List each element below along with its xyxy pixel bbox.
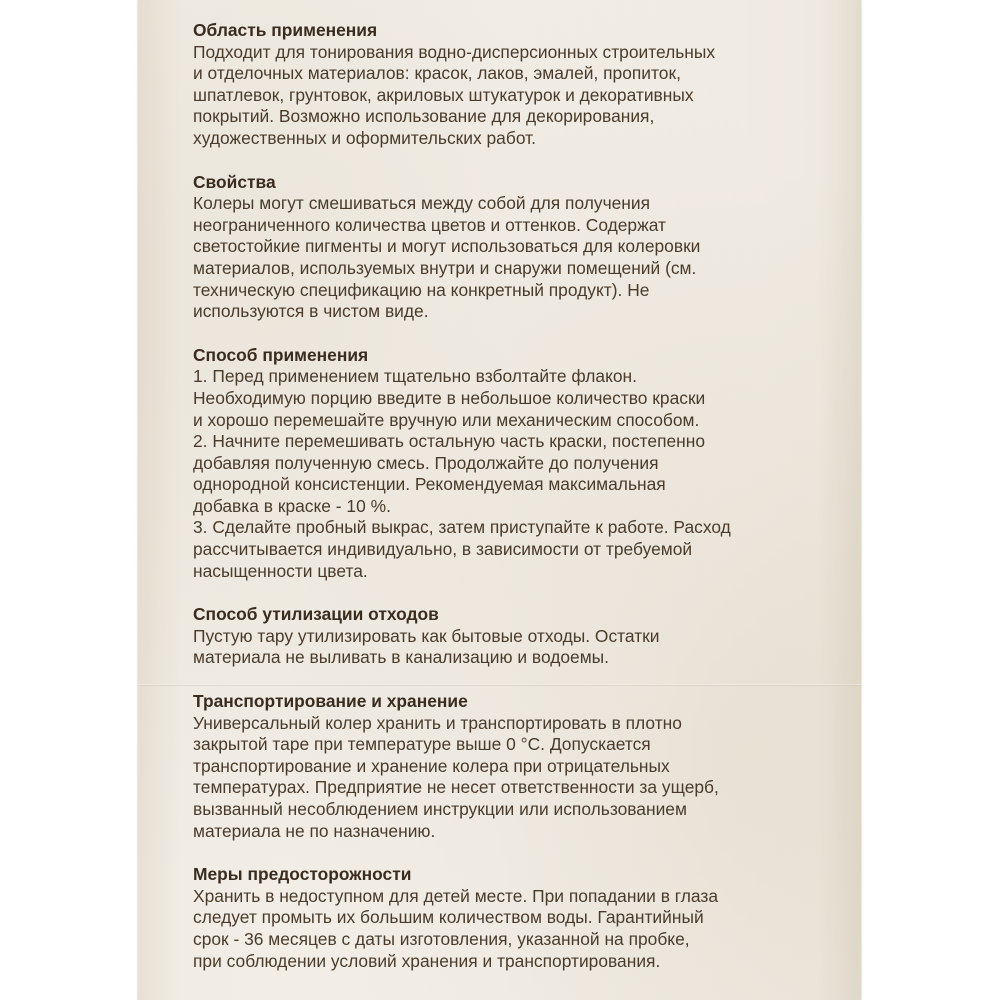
text-line: Подходит для тонирования водно-дисперсионных строительных xyxy=(193,41,716,62)
text-line: насыщенности цвета. xyxy=(193,560,368,581)
section-transport-storage xyxy=(193,691,833,842)
text-line: техническую спецификацию на конкретный продукт). Не xyxy=(193,279,650,300)
text-line: используются в чистом виде. xyxy=(193,301,429,322)
section-heading: Транспортирование и хранение xyxy=(193,691,468,712)
section-precautions xyxy=(193,864,833,972)
section-heading: Способ применения xyxy=(193,344,369,365)
text-line: материала не выливать в канализацию и водоемы. xyxy=(193,647,610,668)
text-line: следует промыть их большим количеством воды. Гарантийный xyxy=(193,907,704,928)
instruction-leaflet xyxy=(138,0,861,1000)
text-line: Хранить в недоступном для детей месте. При попадании в глаза xyxy=(193,885,719,906)
text-line: 3. Сделайте пробный выкрас, затем приступайте к работе. Расход xyxy=(193,517,731,538)
text-line: рассчитывается индивидуально, в зависимости от требуемой xyxy=(193,539,693,560)
section-heading: Свойства xyxy=(193,171,276,192)
text-line: закрытой таре при температуре выше 0 °С. Допускается xyxy=(193,734,651,755)
text-line: срок - 36 месяцев с даты изготовления, указанной на пробке, xyxy=(193,928,690,949)
text-line: добавляя полученную смесь. Продолжайте до получения xyxy=(193,452,659,473)
text-line: покрытий. Возможно использование для декорирования, xyxy=(193,106,655,127)
text-line: художественных и оформительских работ. xyxy=(193,127,536,148)
text-line: при соблюдении условий хранения и транспортирования. xyxy=(193,950,661,971)
text-line: и отделочных материалов: красок, лаков, эмалей, пропиток, xyxy=(193,63,681,84)
text-line: вызванный несоблюдением инструкции или использованием xyxy=(193,799,687,819)
text-line: Универсальный колер хранить и транспортировать в плотно xyxy=(193,712,682,733)
section-heading: Меры предосторожности xyxy=(193,864,412,885)
section-heading: Способ утилизации отходов xyxy=(193,604,439,625)
text-line: добавка в краске - 10 %. xyxy=(193,495,391,516)
text-line: и хорошо перемешайте вручную или механическим способом. xyxy=(193,409,700,430)
text-line: Необходимую порцию введите в небольшое количество краски xyxy=(193,387,706,408)
text-line: материалов, используемых внутри и снаружи помещений (см. xyxy=(193,257,697,278)
text-line: Колеры могут смешиваться между собой для получения xyxy=(193,193,651,214)
text-line: температурах. Предприятие не несет ответственности за ущерб, xyxy=(193,777,719,798)
text-line: однородной консистенции. Рекомендуемая максимальная xyxy=(193,474,666,495)
text-line: 2. Начните перемешивать остальную часть краски, постепенно xyxy=(193,431,706,452)
text-line: неограниченного количества цветов и оттенков. Содержат xyxy=(193,214,666,235)
text-line: транспортирование и хранение колера при отрицательных xyxy=(193,755,670,776)
text-line: 1. Перед применением тщательно взболтайте флакон. xyxy=(193,366,637,387)
text-line: материала не по назначению. xyxy=(193,820,436,841)
text-line: Пустую тару утилизировать как бытовые отходы. Остатки xyxy=(193,625,660,646)
section-usage-method xyxy=(193,345,833,583)
section-application-area xyxy=(193,20,833,150)
text-line: шпатлевок, грунтовок, акриловых штукатурок и декоративных xyxy=(193,84,694,105)
text-line: светостойкие пигменты и могут использоваться для колеровки xyxy=(193,236,701,257)
section-heading: Область применения xyxy=(193,20,378,40)
section-properties xyxy=(193,172,833,323)
leaflet-text xyxy=(193,20,833,994)
section-waste-disposal xyxy=(193,604,833,669)
